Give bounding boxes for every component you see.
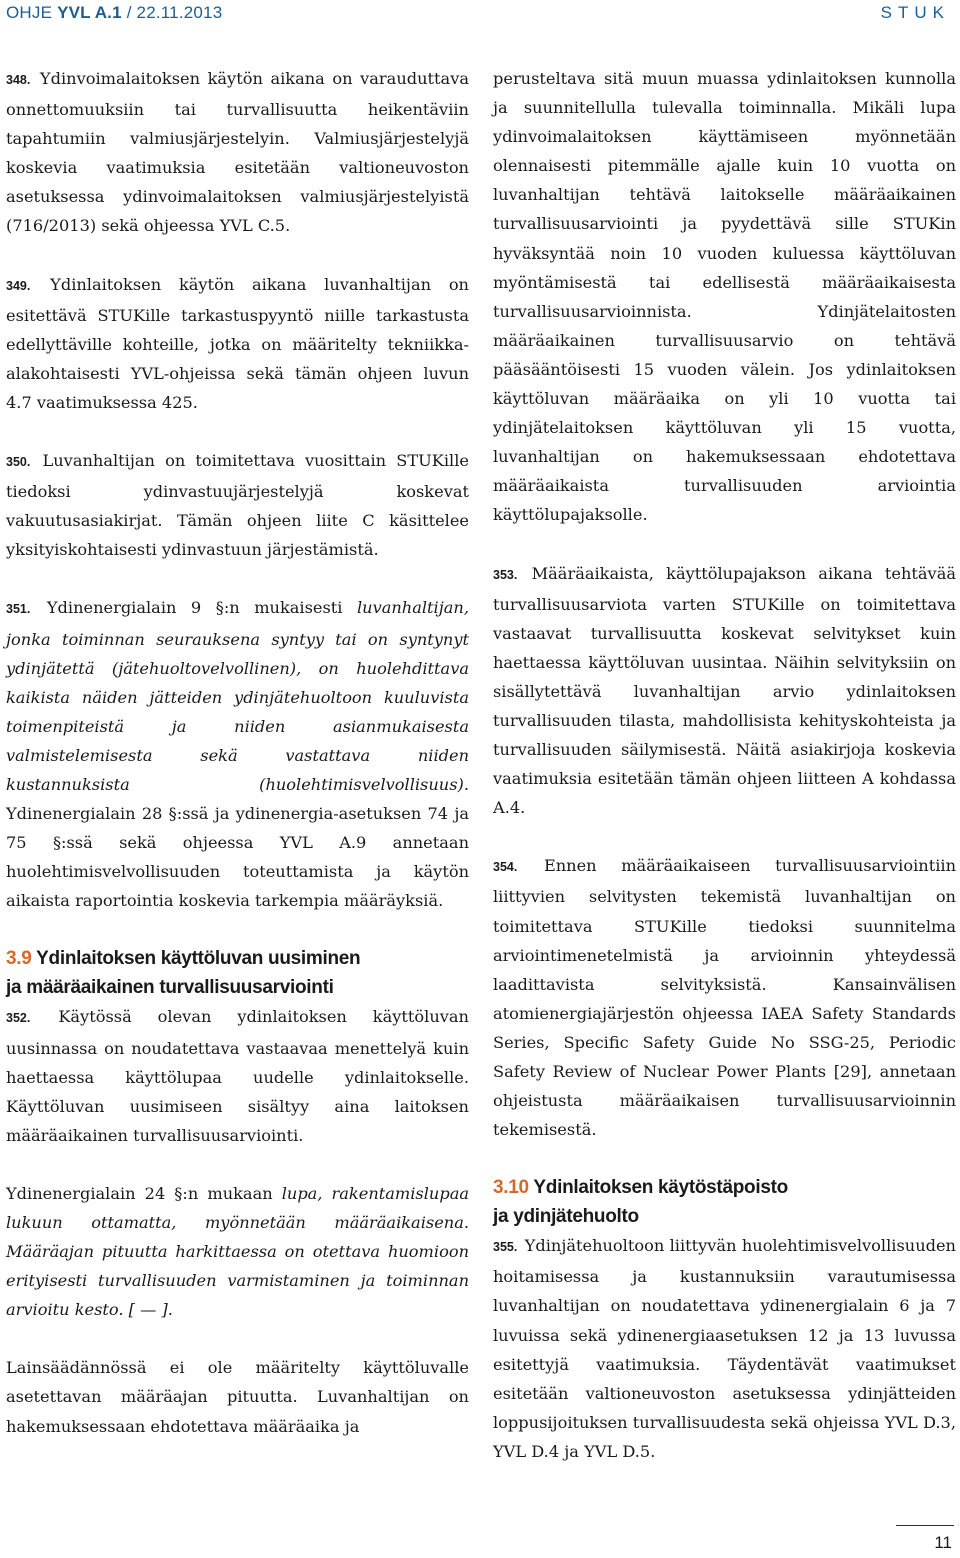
section-number: 3.9 xyxy=(6,948,32,970)
paragraph-period-length xyxy=(6,1353,469,1440)
paragraph-text: Ydinlaitoksen käytön aikana luvanhaltijan on esitettävä STUKille tarkastuspyyntö niille tarkastusta edellyttäville kohteille, jotka on määritelty tekniikka-alakohtaisesti YVL-ohjeissa sekä tämän ohjeen luvun 4.7 vaatimuksessa 425. xyxy=(6,274,469,412)
doc-prefix: OHJE xyxy=(6,3,58,22)
paragraph-number: 355. xyxy=(493,1240,518,1255)
paragraph-text: Luvanhaltijan on toimitettava vuosittain STUKille tiedoksi ydinvastuujärjestelyjä koskevat vakuutusasiakirjat. Tämän ohjeen liite C käsittelee yksityiskohtaisesti ydinvastuun järjestämistä. xyxy=(6,451,469,560)
paragraph-number: 348. xyxy=(6,73,31,87)
paragraph-text: Ydinenergialain 28 §:ssä ja ydinenergia-asetuksen 74 ja 75 §:ssä sekä ohjeessa YVL A.9 annetaan huolehtimisvelvollisuuden toteuttamista ja käytön aikaista raportointia koskevia tarkempia määräyksiä. xyxy=(6,804,469,911)
footer-rule xyxy=(896,1525,954,1526)
paragraph-351 xyxy=(6,593,469,915)
paragraph-352 xyxy=(6,1002,469,1149)
section-title-line2: ja ydinjätehuolto xyxy=(493,1206,639,1228)
page-number: 11 xyxy=(934,1533,952,1552)
paragraph-law-quote xyxy=(6,1179,469,1324)
section-heading-3-10 xyxy=(493,1173,956,1231)
paragraph-number: 354. xyxy=(493,860,518,875)
paragraph-text: Ennen määräaikaiseen turvallisuusarviointiin liittyvien selvitysten tekemistä luvanhaltijan on toimitettava STUKille tiedoksi suunnitelma arviointimenetelmistä ja arvioinnin yhteydessä laadittavista selvityksistä. Kansainvälisen atomienergiajärjestön ohjeessa IAEA Safety Standards Series, Specific Safety Guide No SSG-25, Periodic Safety Review of Nuclear Power Plants [29], annetaan ohjeistusta määräaikaisen turvallisuusarvioinnin tekemisestä. xyxy=(493,856,956,1140)
paragraph-text: Käytössä olevan ydinlaitoksen käyttöluvan uusinnassa on noudatettava vastaavaa menettelyä kuin haettaessa käyttölupaa uudelle ydinlaitokselle. Käyttöluvan uusimiseen sisältyy aina laitoksen määräaikainen turvallisuusarviointi. xyxy=(6,1007,469,1145)
paragraph-number: 351. xyxy=(6,602,31,617)
section-title-line1: Ydinlaitoksen käytöstäpoisto xyxy=(533,1177,788,1199)
doc-date: / 22.11.2013 xyxy=(121,3,223,22)
paragraph-text: Ydinenergialain 24 §:n mukaan xyxy=(6,1183,282,1203)
quoted-law-text: luvanhaltijan, jonka toiminnan seurauksena syntyy tai on syntynyt ydinjätettä (jätehuoltovelvollinen), on huolehdittava kaikista näiden jätteiden ydinjätehuoltoon kuuluvista toimenpiteistä ja niiden asianmukaisesta valmistelemisesta sekä vastattava niiden kustannuksista (huolehtimisvelvollisuus). xyxy=(6,598,469,794)
paragraph-number: 352. xyxy=(6,1011,31,1026)
paragraph-number: 350. xyxy=(6,455,31,470)
paragraph-text: Ydinenergialain 9 §:n mukaisesti xyxy=(46,598,357,618)
paragraph-number: 353. xyxy=(493,567,518,582)
section-heading-3-9 xyxy=(6,944,469,1002)
right-column xyxy=(493,64,956,1466)
section-number: 3.10 xyxy=(493,1177,529,1199)
section-title-line2: ja määräaikainen turvallisuusarviointi xyxy=(6,977,334,999)
org-name: STUK xyxy=(880,3,950,22)
paragraph-number: 349. xyxy=(6,278,31,293)
document-id xyxy=(6,3,222,23)
paragraph-text: perusteltava sitä muun muassa ydinlaitoksen kunnolla ja suunnitellulla tulevalla toiminnalla. Mikäli lupa ydinvoimalaitoksen käyttämiseen myönnetään olennaisesti pitemmälle ajalle kuin 10 vuotta on luvanhaltijan tehtävä laitokselle määräaikainen turvallisuusarviointi ja pyydettävä sille STUKin hyväksyntää noin 10 vuoden kuluessa käyttöluvan myöntämisestä tai edellisestä määräaikaisesta turvallisuusarvioinnista. Ydinjätelaitosten määräaikainen turvallisuusarvio on tehtävä pääsääntöisesti 15 vuoden välein. Jos ydinlaitoksen käyttöluvan määräaika on yli 10 vuotta tai ydinjätelaitoksen käyttöluvan yli 15 vuotta, luvanhaltijan on hakemuksessaan ehdotettava määräaikaista turvallisuuden arviointia käyttölupajaksolle. xyxy=(493,69,956,525)
paragraph-354 xyxy=(493,851,956,1144)
paragraph-355 xyxy=(493,1231,956,1466)
paragraph-353 xyxy=(493,559,956,823)
paragraph-text: Ydinjätehuoltoon liittyvän huolehtimisvelvollisuuden hoitamisessa ja kustannuksiin varautumisessa luvanhaltijan on noudatettava ydinenergialain 6 ja 7 luvuissa sekä ydinenergiaasetuksen 12 ja 13 luvussa esitettyjä vaatimuksia. Täydentävät vaatimukset esitetään valtioneuvoston asetuksessa ydinjätteiden loppusijoituksen turvallisuudesta sekä ohjeissa YVL D.3, YVL D.4 ja YVL D.5. xyxy=(493,1236,956,1461)
left-column xyxy=(6,64,469,1441)
quoted-law-text: lupa, rakentamislupaa lukuun ottamatta, myönnetään määräaikaisena. Määräajan pituutta harkittaessa on otettava huomioon erityisesti turvallisuuden varmistaminen ja toiminnan arvioitu kesto. [ — ]. xyxy=(6,1183,469,1320)
section-title-line1: Ydinlaitoksen käyttöluvan uusiminen xyxy=(36,948,361,970)
paragraph-text: Ydinvoimalaitoksen käytön aikana on varauduttava onnettomuuksiin tai turvallisuutta heikentäviin tapahtumiin valmiusjärjestelyin. Valmiusjärjestelyjä koskevia vaatimuksia esitetään valtioneuvoston asetuksessa ydinvoimalaitoksen valmiusjärjestelyistä (716/2013) sekä ohjeessa YVL C.5. xyxy=(6,69,469,236)
paragraph-text: Määräaikaista, käyttölupajakson aikana tehtävää turvallisuusarviota varten STUKille on toimitettava vastaavat turvallisuutta koskevat selvitykset kuin haettaessa käyttöluvan uusintaa. Näihin selvityksiin on sisällytettävä luvanhaltijan arvio ydinlaitoksen turvallisuuden tilasta, mahdollisista kehityskohteista ja turvallisuuden säilymisestä. Näitä asiakirjoja koskevia vaatimuksia esitetään tämän ohjeen liitteen A kohdassa A.4. xyxy=(493,563,956,818)
paragraph-349 xyxy=(6,270,469,417)
paragraph-text: Lainsäädännössä ei ole määritelty käyttöluvalle asetettavan määräajan pituutta. Luvanhaltijan on hakemuksessaan ehdotettava määräaika ja xyxy=(6,1358,469,1436)
paragraph-348 xyxy=(6,64,469,241)
paragraph-continued xyxy=(493,64,956,530)
paragraph-350 xyxy=(6,446,469,564)
doc-code: YVL A.1 xyxy=(57,3,122,22)
page-header xyxy=(6,0,950,28)
